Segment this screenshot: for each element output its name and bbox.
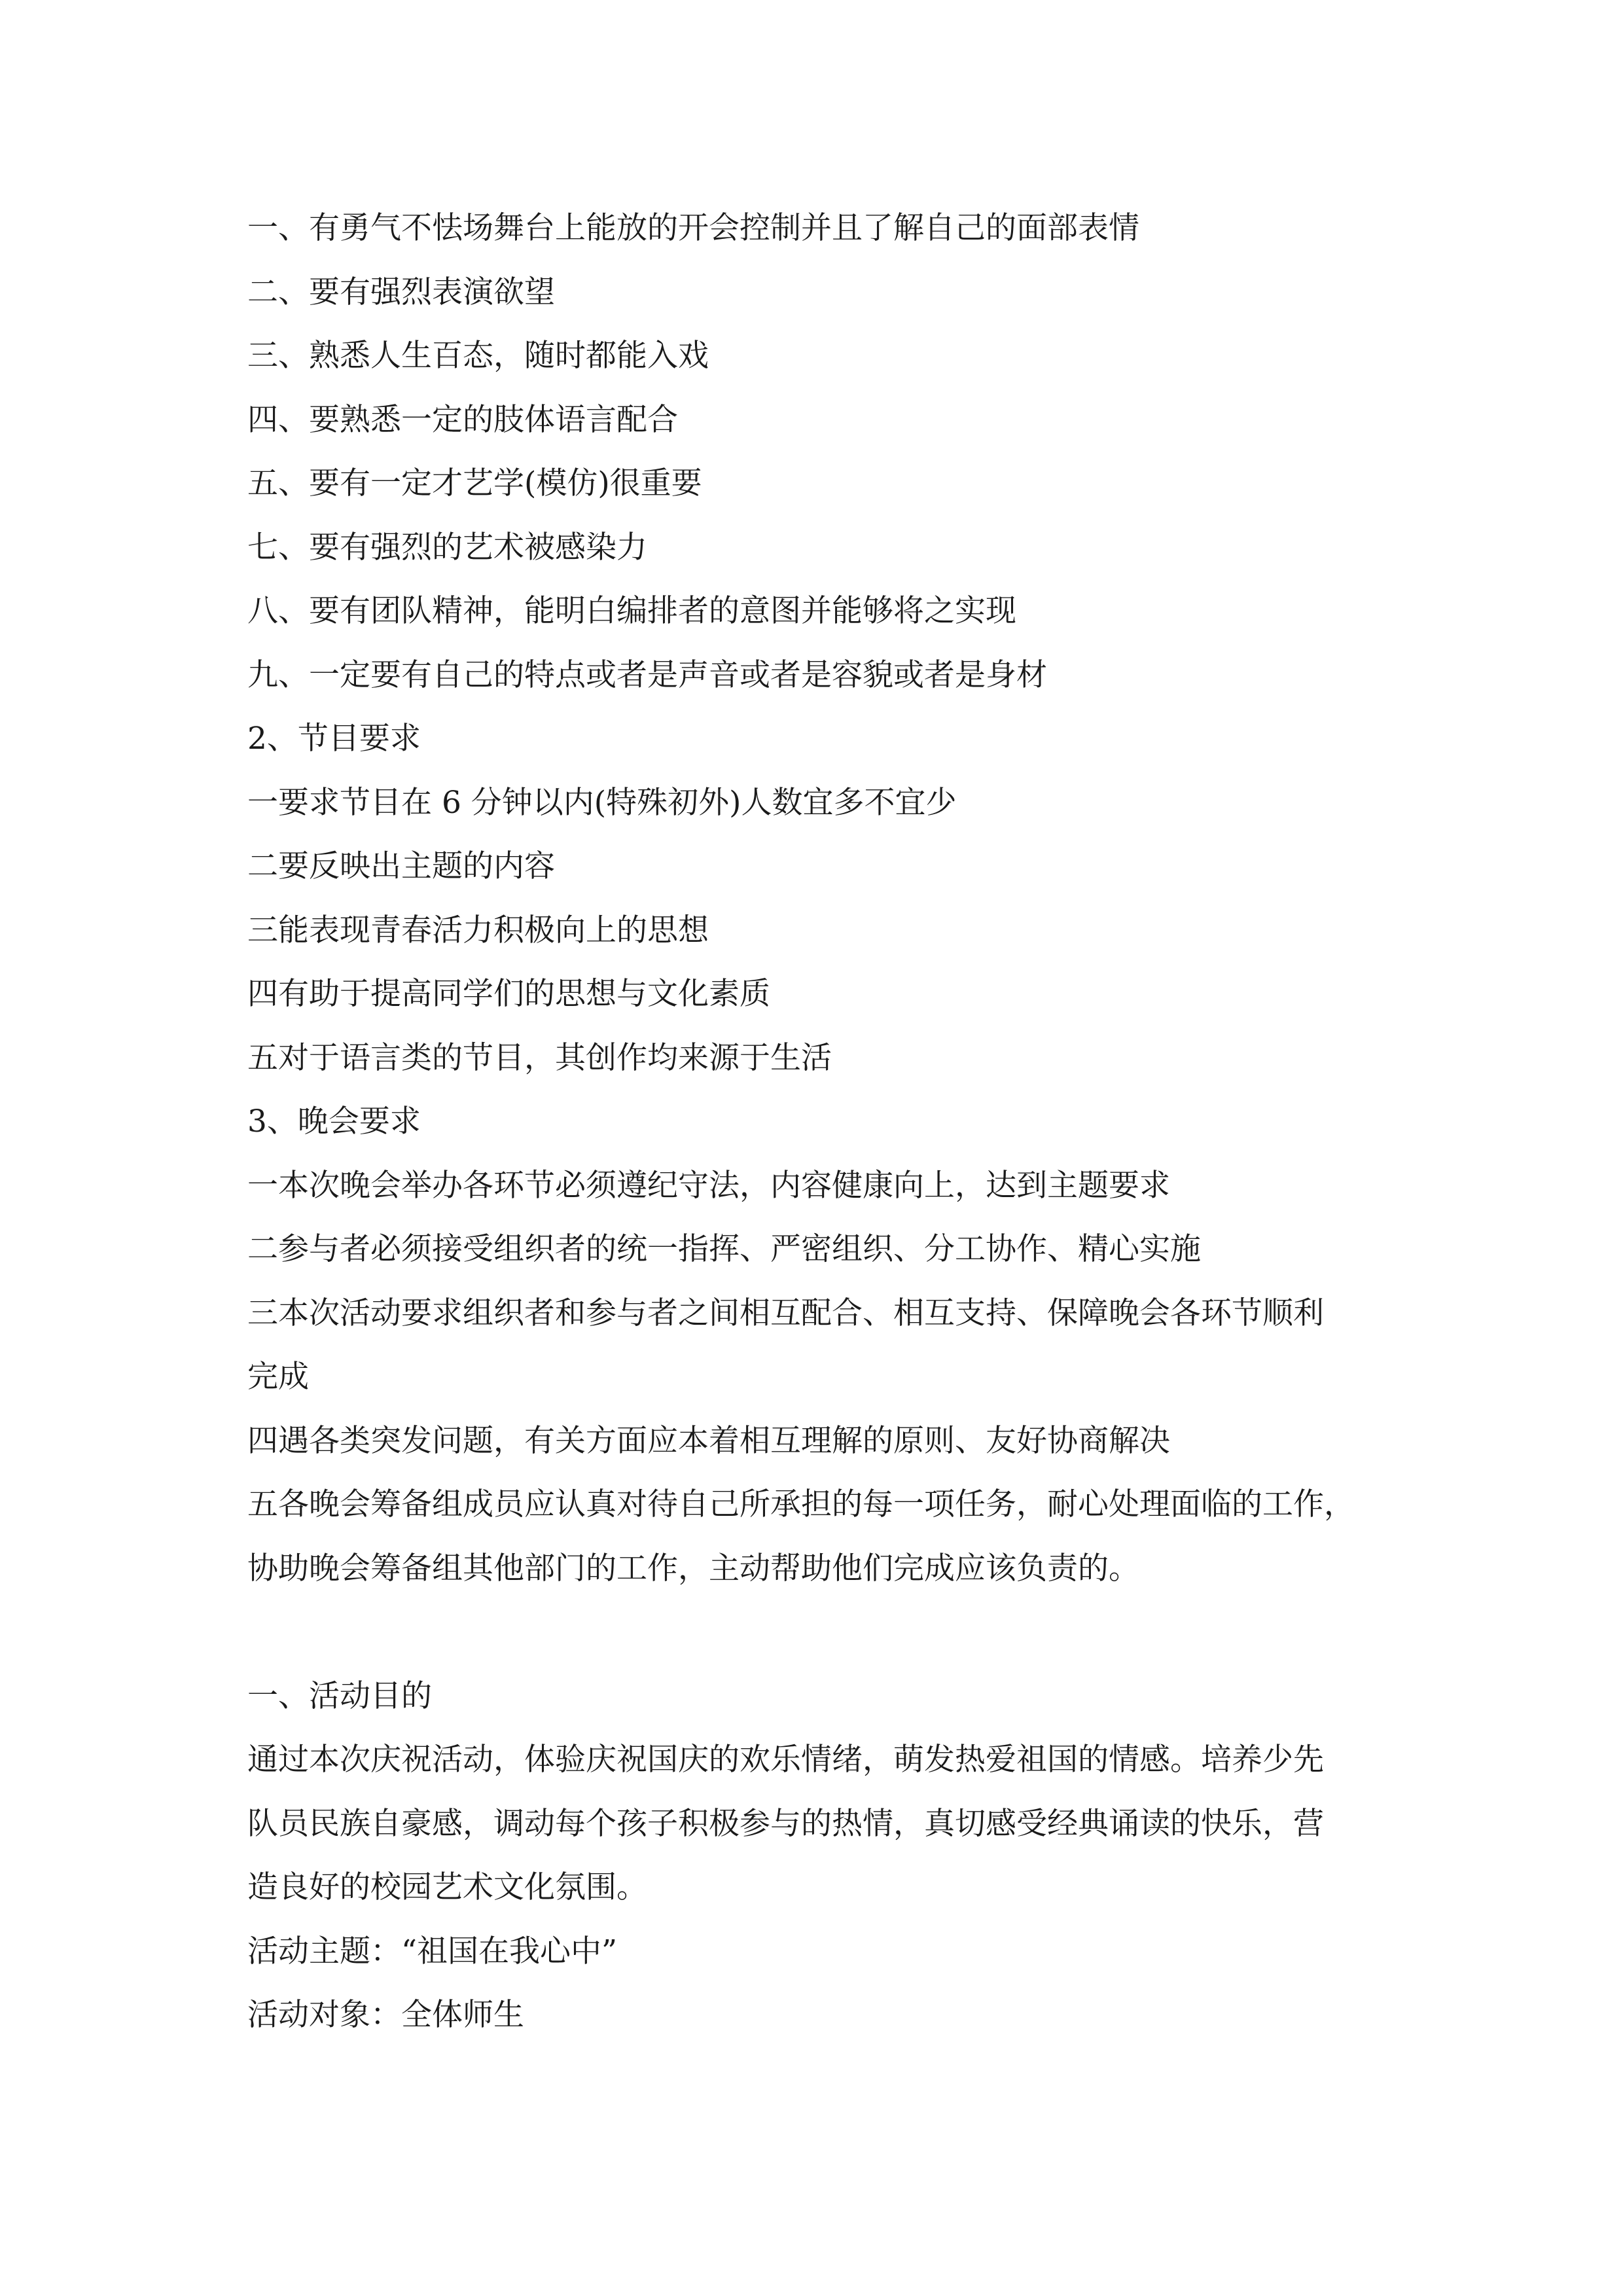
program-line: 二要反映出主题的内容 xyxy=(247,848,555,884)
activity-audience: 活动对象：全体师生 xyxy=(247,1997,524,2033)
requirement-line: 八、要有团队精神，能明白编排者的意图并能够将之实现 xyxy=(247,593,1016,629)
requirement-line: 二、要有强烈表演欲望 xyxy=(247,274,555,310)
gala-line: 一本次晚会举办各环节必须遵纪守法，内容健康向上，达到主题要求 xyxy=(247,1167,1170,1204)
requirement-line: 七、要有强烈的艺术被感染力 xyxy=(247,529,647,565)
activity-theme: 活动主题：“祖国在我心中” xyxy=(247,1933,618,1969)
gala-heading: 3、晚会要求 xyxy=(247,1103,421,1139)
program-heading: 2、节目要求 xyxy=(247,721,421,757)
requirement-line: 五、要有一定才艺学(模仿)很重要 xyxy=(247,465,702,501)
activity-line: 队员民族自豪感，调动每个孩子积极参与的热情，真切感受经典诵读的快乐，营 xyxy=(247,1805,1324,1842)
requirement-line: 三、熟悉人生百态，随时都能入戏 xyxy=(247,338,709,374)
document-body xyxy=(247,196,1399,2047)
gala-line: 二参与者必须接受组织者的统一指挥、严密组织、分工协作、精心实施 xyxy=(247,1231,1201,1267)
activity-heading: 一、活动目的 xyxy=(247,1677,432,1714)
requirement-line: 四、要熟悉一定的肢体语言配合 xyxy=(247,401,678,438)
section-spacer xyxy=(247,1600,1399,1664)
activity-line: 造良好的校园艺术文化氛围。 xyxy=(247,1869,647,1905)
requirement-line: 九、一定要有自己的特点或者是声音或者是容貌或者是身材 xyxy=(247,656,1047,693)
program-line: 四有助于提高同学们的思想与文化素质 xyxy=(247,976,770,1012)
program-line: 一要求节目在 6 分钟以内(特殊初外)人数宜多不宜少 xyxy=(247,784,957,821)
gala-line: 五各晚会筹备组成员应认真对待自己所承担的每一项任务，耐心处理面临的工作， xyxy=(247,1486,1355,1522)
gala-line: 完成 xyxy=(247,1359,309,1395)
program-line: 五对于语言类的节目，其创作均来源于生活 xyxy=(247,1039,832,1076)
requirement-line: 一、有勇气不怯场舞台上能放的开会控制并且了解自己的面部表情 xyxy=(247,210,1139,246)
gala-line: 协助晚会筹备组其他部门的工作，主动帮助他们完成应该负责的。 xyxy=(247,1550,1139,1587)
program-line: 三能表现青春活力积极向上的思想 xyxy=(247,912,709,948)
gala-line: 四遇各类突发问题，有关方面应本着相互理解的原则、友好协商解决 xyxy=(247,1422,1170,1459)
gala-line: 三本次活动要求组织者和参与者之间相互配合、相互支持、保障晚会各环节顺利 xyxy=(247,1295,1324,1331)
activity-line: 通过本次庆祝活动，体验庆祝国庆的欢乐情绪，萌发热爱祖国的情感。培养少先 xyxy=(247,1742,1324,1778)
